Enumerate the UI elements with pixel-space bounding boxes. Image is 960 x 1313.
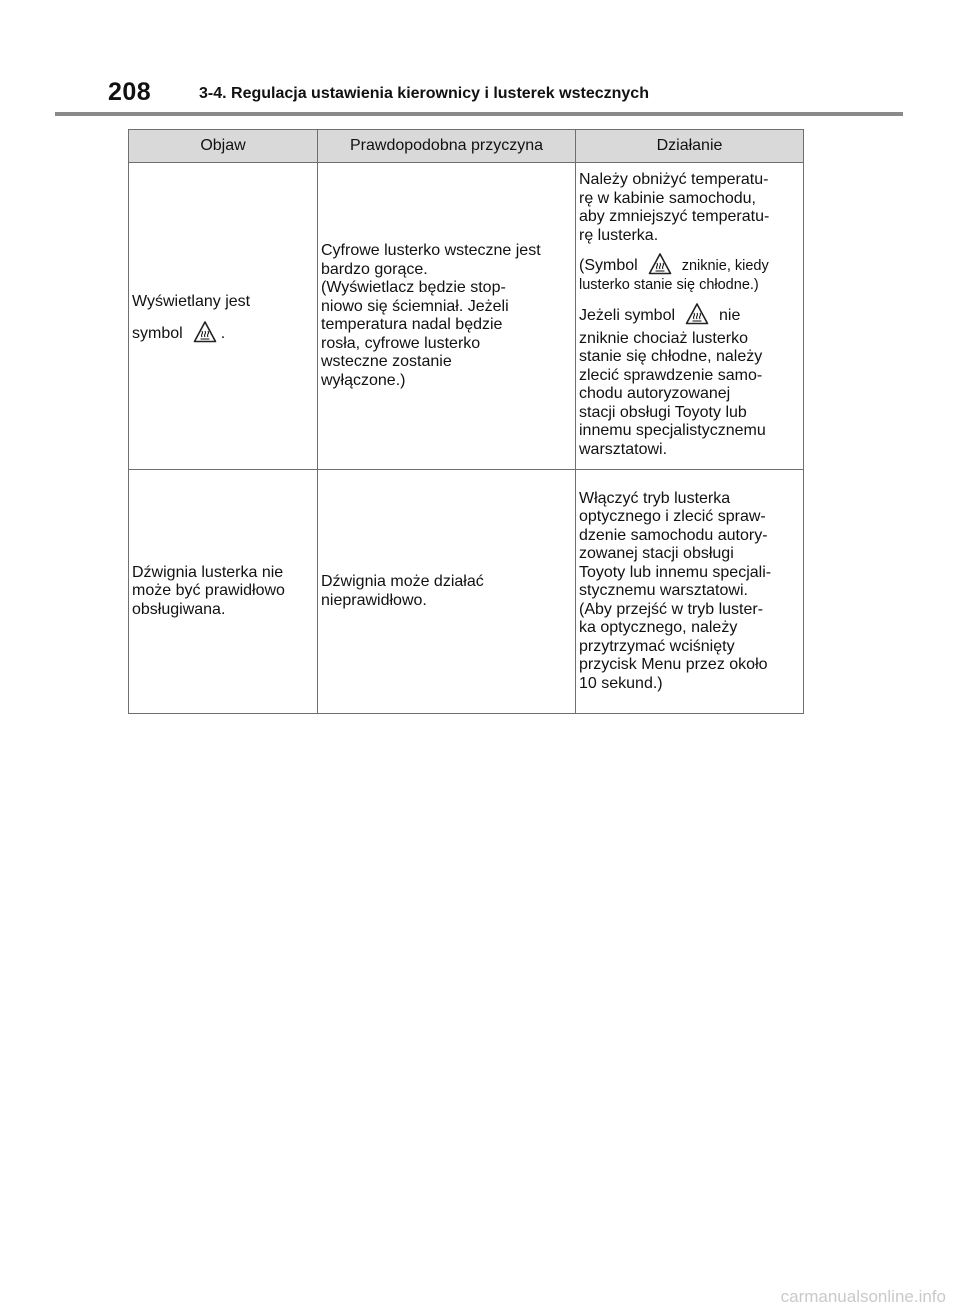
row1-action-p2 bbox=[579, 252, 800, 295]
row1-action-p1: Należy obniżyć temperatu- rę w kabinie samochodu, aby zmniejszyć temperatu- rę lusterka. bbox=[579, 171, 770, 244]
row2-cause: Dźwignia może działać nieprawidłowo. bbox=[321, 573, 484, 609]
row1-symptom-end: . bbox=[220, 324, 226, 342]
row1-action-p3a: Jeżeli symbol bbox=[579, 306, 676, 324]
row1-cause-cell bbox=[318, 163, 576, 470]
mirror-heat-warning-icon bbox=[685, 302, 709, 326]
header-symptom: Objaw bbox=[129, 130, 318, 163]
mirror-heat-warning-icon bbox=[193, 320, 217, 344]
row2-symptom: Dźwignia lusterka nie może być prawidłowo obsługiwana. bbox=[132, 563, 285, 618]
row1-symptom-line2 bbox=[132, 320, 314, 344]
row2-action-cell bbox=[576, 470, 804, 714]
header-action: Działanie bbox=[576, 130, 804, 163]
header-cause: Prawdopodobna przyczyna bbox=[318, 130, 576, 163]
row1-action-p3b: nie bbox=[719, 306, 741, 324]
row1-action-p2a: (Symbol bbox=[579, 257, 638, 274]
page-number: 208 bbox=[108, 78, 152, 106]
row1-symptom-label: symbol bbox=[132, 324, 183, 342]
footer-watermark: carmanualsonline.info bbox=[780, 1287, 946, 1306]
row1-action-cell bbox=[576, 163, 804, 470]
row2-cause-cell bbox=[318, 470, 576, 714]
header-rule bbox=[55, 112, 903, 116]
row1-symptom-line1: Wyświetlany jest bbox=[132, 293, 251, 311]
row1-action-p2c: lusterko stanie się chłodne.) bbox=[579, 277, 759, 293]
table-header-row bbox=[129, 130, 804, 163]
table-row bbox=[129, 163, 804, 470]
table-row bbox=[129, 470, 804, 714]
row2-symptom-cell bbox=[129, 470, 318, 714]
row1-cause: Cyfrowe lusterko wsteczne jest bardzo gorące. (Wyświetlacz będzie stop- niowo się ściemniał. Jeżeli temperatura nadal będzie rosła, cyfrowe lusterko wsteczne zostanie wyłączone.) bbox=[321, 242, 541, 389]
mirror-heat-warning-icon bbox=[648, 252, 672, 276]
row2-action: Włączyć tryb lusterka optycznego i zlecić spraw- dzenie samochodu autory- zowanej stacji obsługi Toyoty lub innemu specjali- stycznemu warsztatowi. (Aby przejść w tryb luster- ka optycznego, należy przytrzymać wciśnięty przycisk Menu przez około 10 sekund.) bbox=[579, 489, 772, 692]
fault-table bbox=[128, 129, 804, 714]
row1-action-p2b: zniknie, kiedy bbox=[681, 258, 769, 274]
row1-symptom-cell bbox=[129, 163, 318, 470]
row1-action-p3 bbox=[579, 302, 800, 326]
section-title: 3-4. Regulacja ustawienia kierownicy i lusterek wstecznych bbox=[199, 85, 649, 102]
row1-action-p3c: zniknie chociaż lusterko stanie się chłodne, należy zlecić sprawdzenie samo- chodu autoryzowanej stacji obsługi Toyoty lub innemu specjalistycznemu warsztatowi. bbox=[579, 329, 766, 458]
